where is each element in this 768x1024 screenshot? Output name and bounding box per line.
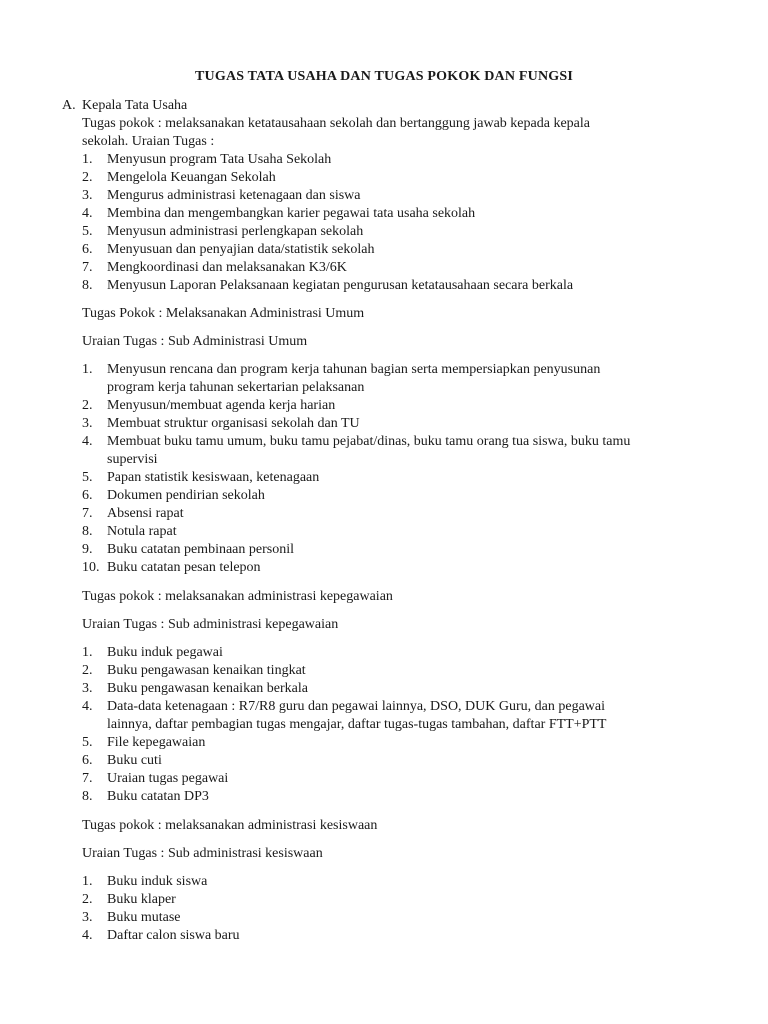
tugas-pokok-kepegawaian: Tugas pokok : melaksanakan administrasi kepegawaian [82,589,393,604]
list-text: Buku induk siswa [107,874,208,889]
list-number: 1. [82,152,93,167]
list-item [82,873,722,891]
list-text: Daftar calon siswa baru [107,928,240,943]
list-text: Papan statistik kesiswaan, ketenagaan [107,470,320,485]
kesiswaan-list [82,873,722,945]
list-item [82,433,722,469]
list-number: 1. [82,645,93,660]
list-item [82,680,722,698]
kepegawaian-body [82,644,722,806]
list-text: Uraian tugas pegawai [107,771,229,786]
list-number: 10. [82,560,100,575]
list-item [82,397,722,415]
list-number: 1. [82,362,93,377]
document-title: TUGAS TATA USAHA DAN TUGAS POKOK DAN FUNGSI [195,69,573,84]
list-text: Buku induk pegawai [107,645,223,660]
list-item [82,151,722,169]
section-a-body [82,115,722,295]
list-item [82,891,722,909]
section-a-title: Kepala Tata Usaha [82,98,188,113]
list-number: 1. [82,874,93,889]
list-text-cont: supervisi [107,452,158,467]
list-number: 8. [82,278,93,293]
list-item [82,662,722,680]
list-text: Buku cuti [107,753,162,768]
list-item [82,277,722,295]
list-number: 5. [82,224,93,239]
list-text: Membina dan mengembangkan karier pegawai tata usaha sekolah [107,206,476,221]
list-item [82,927,722,945]
umum-list [82,361,722,577]
list-text: Buku catatan DP3 [107,789,209,804]
list-number: 6. [82,488,93,503]
list-item [82,223,722,241]
uraian-tugas-kesiswaan: Uraian Tugas : Sub administrasi kesiswaan [82,846,323,861]
list-text: Buku catatan pesan telepon [107,560,261,575]
list-item [82,698,722,734]
list-item [82,241,722,259]
list-text: Data-data ketenagaan : R7/R8 guru dan pegawai lainnya, DSO, DUK Guru, dan pegawai [107,699,606,714]
list-number: 3. [82,416,93,431]
list-text-cont: program kerja tahunan sekertarian pelaksanan [107,380,365,395]
uraian-tugas-kepegawaian: Uraian Tugas : Sub administrasi kepegawaian [82,617,339,632]
list-number: 5. [82,735,93,750]
kesiswaan-body [82,873,722,945]
list-number: 7. [82,260,93,275]
list-text: Buku catatan pembinaan personil [107,542,294,557]
list-number: 3. [82,910,93,925]
list-number: 7. [82,771,93,786]
list-text: Menyusun rencana dan program kerja tahunan bagian serta mempersiapkan penyusunan [107,362,601,377]
list-text: Menyusun Laporan Pelaksanaan kegiatan pengurusan ketatausahaan secara berkala [107,278,574,293]
uraian-tugas-umum: Uraian Tugas : Sub Administrasi Umum [82,334,308,349]
list-item [82,788,722,806]
kepegawaian-list [82,644,722,806]
list-text: Menyusuan dan penyajian data/statistik sekolah [107,242,375,257]
list-text: File kepegawaian [107,735,206,750]
list-item [82,644,722,662]
list-number: 4. [82,206,93,221]
list-text: Membuat buku tamu umum, buku tamu pejabat/dinas, buku tamu orang tua siswa, buku tamu [107,434,631,449]
list-number: 2. [82,170,93,185]
list-number: 2. [82,892,93,907]
list-number: 6. [82,753,93,768]
list-text: Mengkoordinasi dan melaksanakan K3/6K [107,260,347,275]
section-a-list [82,151,722,295]
list-text-cont: lainnya, daftar pembagian tugas mengajar, daftar tugas-tugas tambahan, daftar FTT+PTT [107,717,607,732]
list-item [82,559,722,577]
list-item [82,205,722,223]
tugas-pokok-umum: Tugas Pokok : Melaksanakan Administrasi Umum [82,306,365,321]
list-text: Buku pengawasan kenaikan berkala [107,681,308,696]
list-item [82,187,722,205]
list-item [82,752,722,770]
list-text: Buku pengawasan kenaikan tingkat [107,663,306,678]
list-number: 8. [82,789,93,804]
list-text: Mengelola Keuangan Sekolah [107,170,276,185]
list-item [82,259,722,277]
list-item [82,415,722,433]
list-text: Buku klaper [107,892,176,907]
list-number: 5. [82,470,93,485]
list-text: Dokumen pendirian sekolah [107,488,265,503]
list-text: Menyusun program Tata Usaha Sekolah [107,152,332,167]
list-number: 4. [82,928,93,943]
list-item [82,541,722,559]
umum-body [82,361,722,577]
list-number: 7. [82,506,93,521]
list-number: 4. [82,699,93,714]
list-item [82,909,722,927]
list-item [82,734,722,752]
list-number: 8. [82,524,93,539]
list-number: 9. [82,542,93,557]
list-item [82,487,722,505]
list-number: 3. [82,681,93,696]
list-text: Membuat struktur organisasi sekolah dan TU [107,416,360,431]
list-text: Menyusun administrasi perlengkapan sekolah [107,224,364,239]
list-text: Mengurus administrasi ketenagaan dan siswa [107,188,361,203]
list-item [82,523,722,541]
list-item [82,770,722,788]
list-number: 4. [82,434,93,449]
list-number: 6. [82,242,93,257]
section-a-heading [62,97,187,115]
list-item [82,469,722,487]
section-a-intro-line1: Tugas pokok : melaksanakan ketatausahaan sekolah dan bertanggung jawab kepada kepala [82,116,590,131]
list-text: Buku mutase [107,910,181,925]
list-number: 2. [82,663,93,678]
list-item [82,505,722,523]
list-item [82,169,722,187]
list-text: Absensi rapat [107,506,184,521]
list-text: Menyusun/membuat agenda kerja harian [107,398,336,413]
list-number: 3. [82,188,93,203]
tugas-pokok-kesiswaan: Tugas pokok : melaksanakan administrasi kesiswaan [82,818,378,833]
section-a-marker: A. [62,98,76,113]
list-item [82,361,722,397]
list-text: Notula rapat [107,524,177,539]
section-a-intro-line2: sekolah. Uraian Tugas : [82,134,215,149]
list-number: 2. [82,398,93,413]
